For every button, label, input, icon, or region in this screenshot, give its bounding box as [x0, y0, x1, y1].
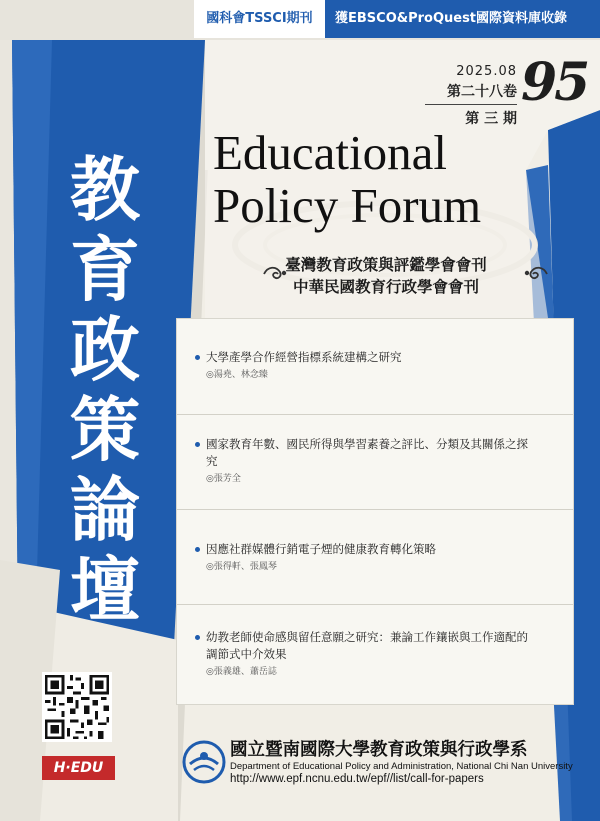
association-lines: [226, 254, 546, 298]
article-item[interactable]: [177, 629, 573, 677]
right-ornament-icon: [523, 262, 549, 284]
article-authors: ◎張得軒、張鳳琴: [206, 562, 277, 572]
call-for-papers-link[interactable]: http://www.epf.ncnu.edu.tw/epf//list/call-for-papers: [230, 773, 484, 785]
department-name-zh: 國立暨南國際大學教育政策與行政學系: [230, 740, 528, 760]
issue-volume: 第二十八卷: [447, 84, 517, 100]
article-list: [176, 318, 574, 705]
qr-code[interactable]: [42, 672, 112, 742]
english-title: [213, 126, 481, 232]
article-item[interactable]: [177, 436, 573, 484]
title-char-2: 育: [70, 228, 140, 311]
issue-divider: [425, 104, 517, 105]
association-line2: 中華民國教育行政學會會刊: [292, 277, 479, 296]
article-title: 因應社群媒體行銷電子煙的健康教育轉化策略: [195, 541, 536, 558]
article-authors: ◎張芳全: [206, 474, 241, 484]
article-item[interactable]: [177, 541, 573, 572]
top-badges: [194, 0, 600, 38]
article-divider: [177, 414, 573, 415]
title-char-1: 教: [70, 148, 140, 231]
chinese-title: [50, 150, 160, 630]
article-title: 大學產學合作經營指標系統建構之研究: [195, 349, 536, 366]
article-authors: ◎湯堯、林念臻: [206, 370, 268, 380]
issue-number-label: 第 三 期: [465, 111, 517, 127]
title-char-5: 論: [70, 468, 140, 551]
hedu-logo: H·EDU: [42, 756, 115, 780]
issue-date: 2025.08: [456, 64, 517, 79]
database-badge: 獲EBSCO&ProQuest國際資料庫收錄: [325, 0, 600, 38]
title-char-3: 政: [70, 308, 140, 391]
article-authors: ◎張義雄、蕭岳誌: [206, 667, 277, 677]
english-title-line2: Policy Forum: [213, 178, 482, 233]
issue-number: 95: [521, 52, 588, 113]
article-item[interactable]: [177, 349, 573, 380]
tssci-badge: 國科會TSSCI期刊: [194, 0, 325, 38]
title-char-6: 壇: [70, 548, 140, 631]
article-title: 國家教育年數、國民所得與學習素養之評比、分類及其關係之探究: [195, 436, 536, 470]
title-char-4: 策: [70, 388, 140, 471]
english-title-line1: Educational: [213, 125, 448, 180]
department-name-en: Department of Educational Policy and Administration, National Chi Nan University: [230, 761, 573, 772]
article-divider: [177, 509, 573, 510]
article-divider: [177, 604, 573, 605]
article-title: 幼教老師使命感與留任意願之研究：兼論工作鑲嵌與工作適配的調節式中介效果: [195, 629, 536, 663]
association-line1: 臺灣教育政策與評鑑學會會刊: [285, 255, 487, 274]
ncnu-logo-icon: [182, 740, 226, 784]
issue-info: [425, 64, 517, 128]
